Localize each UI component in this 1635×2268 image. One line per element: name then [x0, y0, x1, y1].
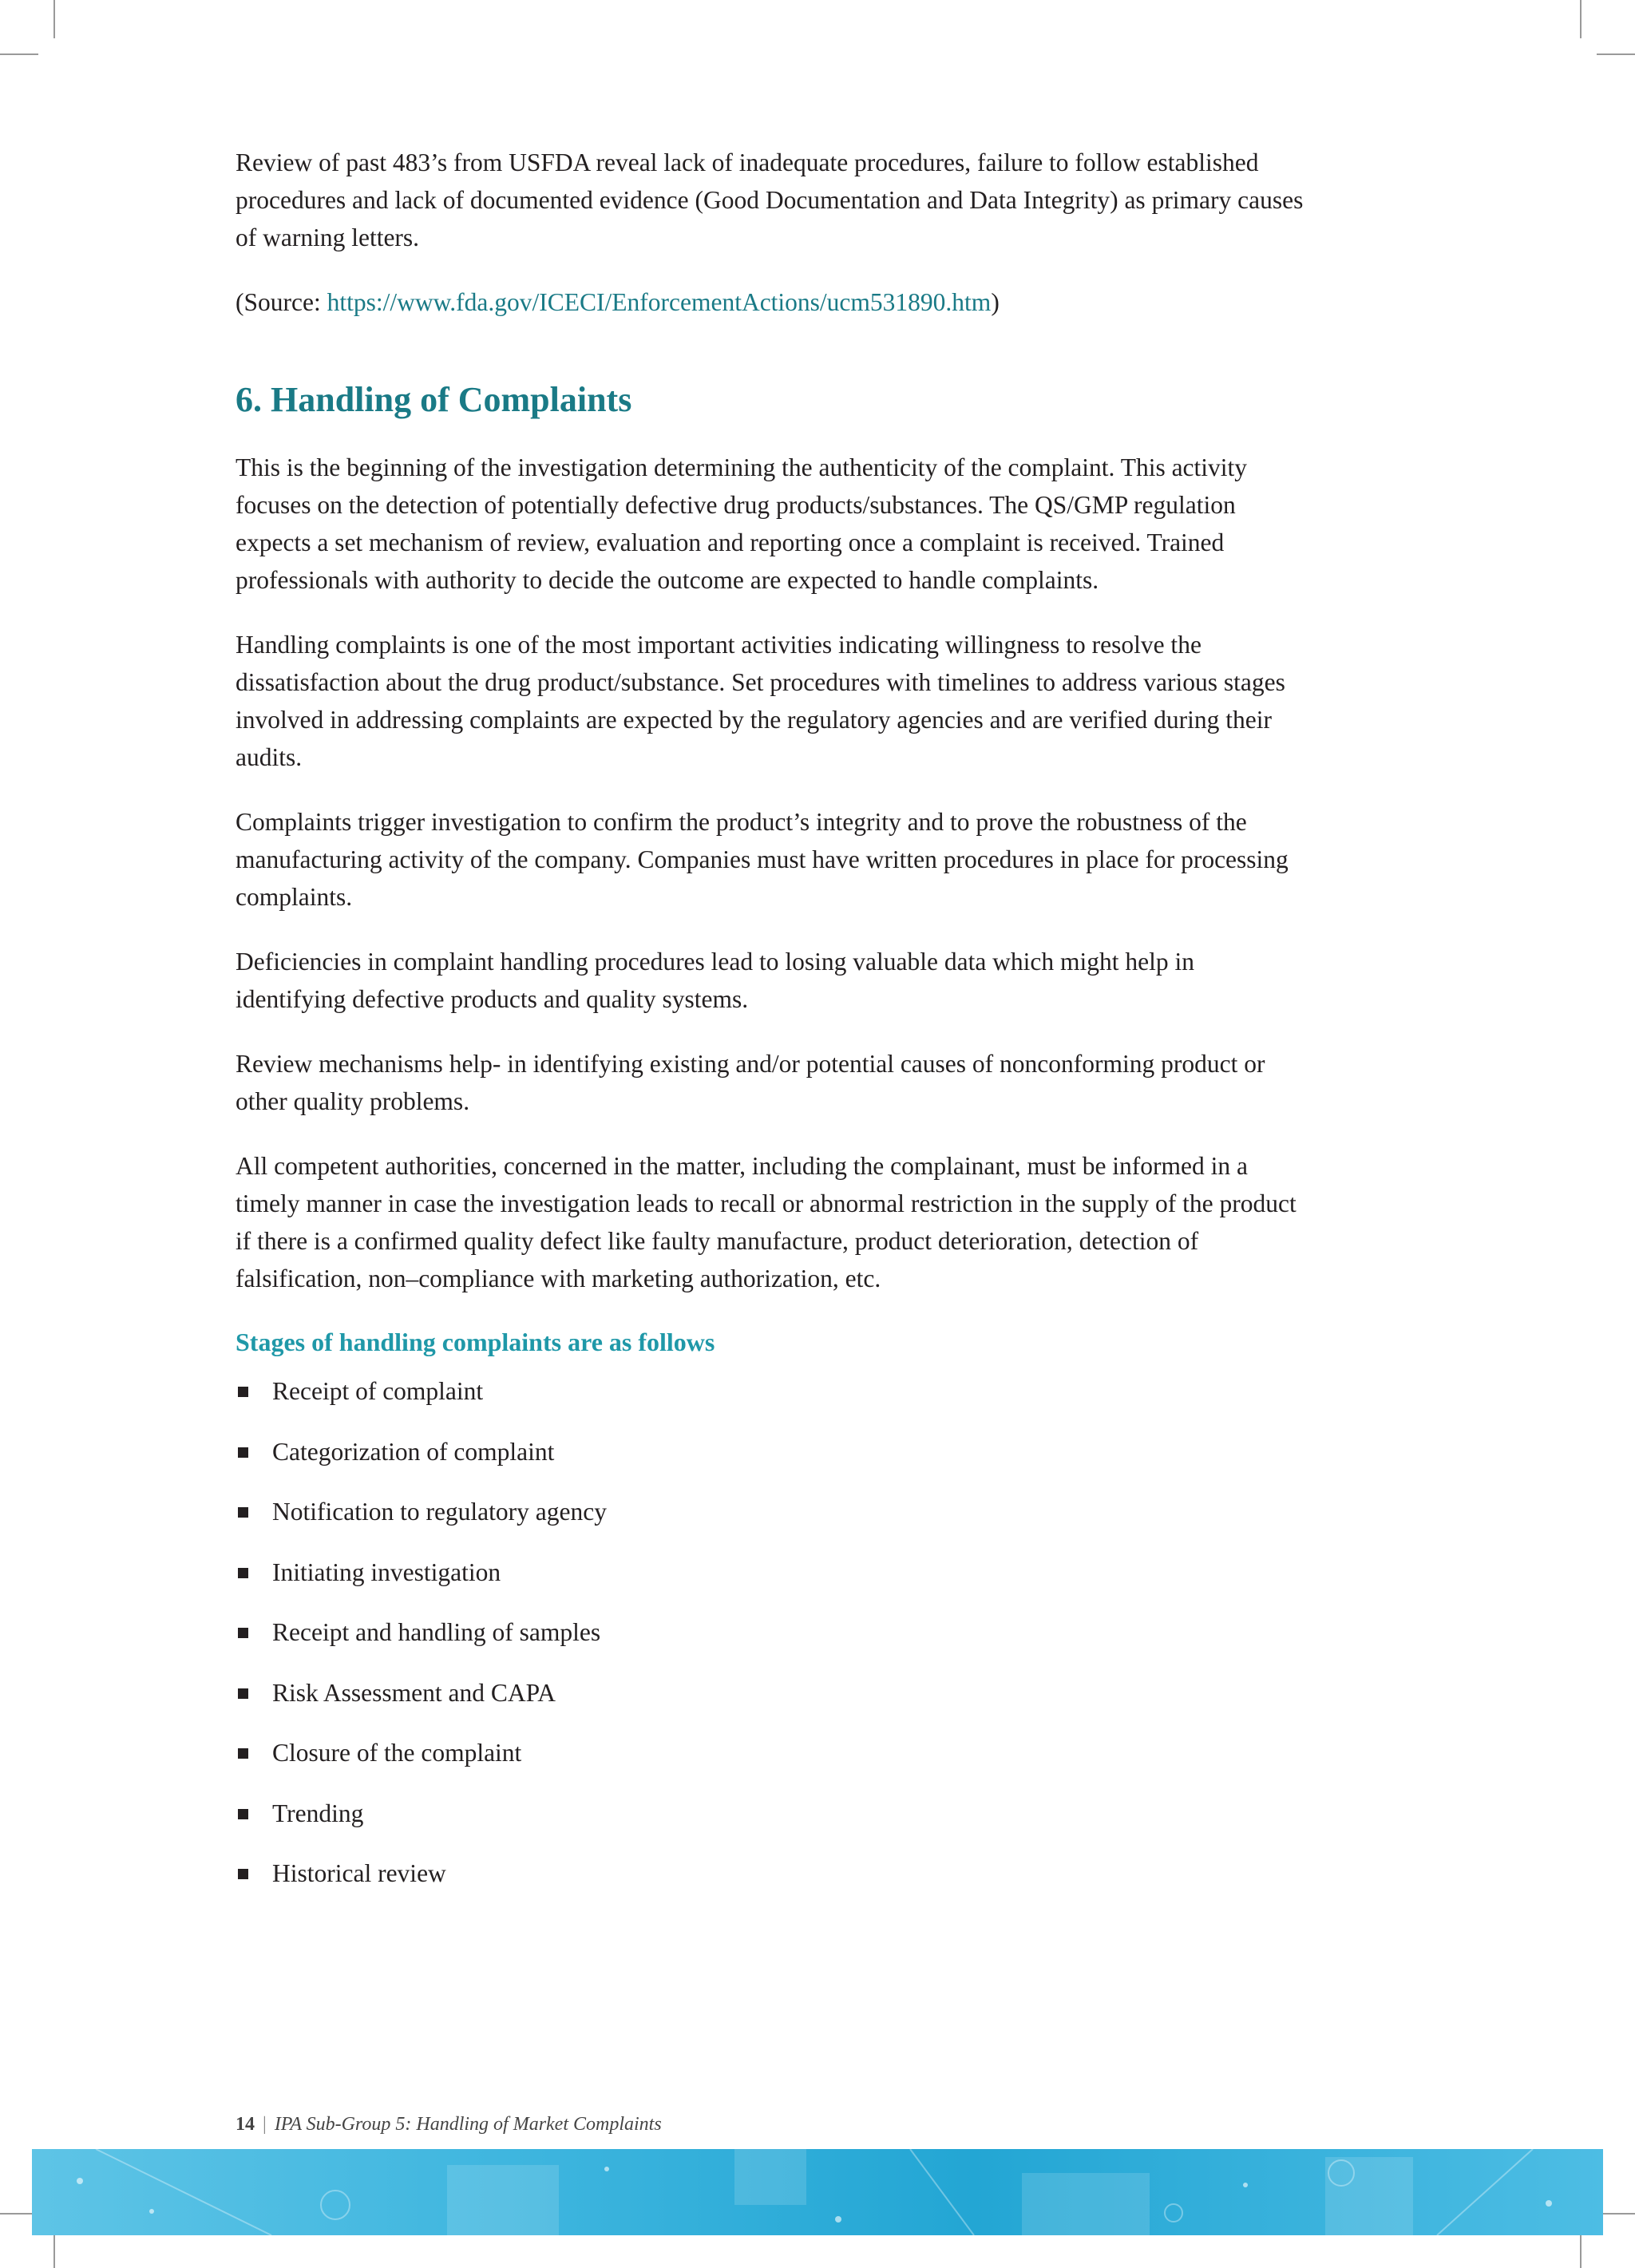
crop-mark — [0, 53, 38, 55]
source-suffix: ) — [991, 288, 1000, 316]
crop-mark — [1580, 2230, 1582, 2268]
list-item-text: Closure of the complaint — [272, 1739, 522, 1767]
source-prefix: (Source: — [236, 288, 327, 316]
square-bullet-icon — [238, 1688, 248, 1699]
square-bullet-icon — [238, 1568, 248, 1578]
list-item-text: Trending — [272, 1799, 364, 1827]
section-heading: 6. Handling of Complaints — [236, 380, 632, 419]
list-item — [236, 1676, 1305, 1711]
section-paragraph: Review mechanisms help- in identifying existing and/or potential causes of nonconforming product or other quality problems. — [236, 1050, 1265, 1115]
section-paragraph: Deficiencies in complaint handling procedures lead to losing valuable data which might help in identifying defective products and quality systems. — [236, 948, 1195, 1013]
list-item — [236, 1555, 1305, 1590]
square-bullet-icon — [238, 1447, 248, 1458]
page-footer — [236, 2114, 662, 2135]
page-number: 14 — [236, 2114, 255, 2135]
square-bullet-icon — [238, 1869, 248, 1879]
intro-paragraph: Review of past 483’s from USFDA reveal lack of inadequate procedures, failure to follow established procedures and lack of documented evidence (Good Documentation and Data Integrity) as primary causes of warning letters. — [236, 148, 1304, 251]
list-item-text: Historical review — [272, 1859, 446, 1887]
square-bullet-icon — [238, 1507, 248, 1518]
crop-mark — [1597, 53, 1635, 55]
section-paragraph: This is the beginning of the investigation determining the authenticity of the complaint. This activity focuses on the detection of potentially defective drug products/substances. The QS/GMP regulation expects a set mechanism of review, evaluation and reporting once a complaint is received. Trained professionals with authority to decide the outcome are expected to handle complaints. — [236, 453, 1248, 594]
square-bullet-icon — [238, 1628, 248, 1638]
list-item — [236, 1435, 1305, 1470]
square-bullet-icon — [238, 1809, 248, 1819]
page-content — [236, 144, 1305, 1917]
list-item-text: Risk Assessment and CAPA — [272, 1678, 556, 1707]
list-item — [236, 1856, 1305, 1891]
list-item — [236, 1615, 1305, 1650]
footer-document-title: IPA Sub-Group 5: Handling of Market Complaints — [274, 2114, 662, 2135]
square-bullet-icon — [238, 1387, 248, 1397]
list-item — [236, 1374, 1305, 1409]
list-item — [236, 1736, 1305, 1771]
footer-banner — [32, 2149, 1603, 2235]
list-item-text: Receipt and handling of samples — [272, 1618, 601, 1646]
list-item — [236, 1494, 1305, 1530]
footer-separator: | — [263, 2114, 267, 2135]
crop-mark — [1580, 0, 1582, 38]
crop-mark — [53, 2230, 55, 2268]
section-paragraph: All competent authorities, concerned in the matter, including the complainant, must be informed in a timely manner in case the investigation leads to recall or abnormal restriction in the supply of the product if there is a confirmed quality defect like faulty manufacture, product deterioration, detection of falsification, non–compliance with marketing authorization, etc. — [236, 1152, 1297, 1292]
list-item-text: Receipt of complaint — [272, 1377, 484, 1405]
source-link[interactable]: https://www.fda.gov/ICECI/EnforcementActions/ucm531890.htm — [327, 288, 992, 316]
stages-list — [236, 1374, 1305, 1891]
section-paragraph: Handling complaints is one of the most important activities indicating willingness to resolve the dissatisfaction about the drug product/substance. Set procedures with timelines to address various stages involved in addressing complaints are expected by the regulatory agencies and are verified during their audits. — [236, 631, 1285, 771]
list-item-text: Categorization of complaint — [272, 1437, 555, 1466]
source-line — [236, 283, 1305, 321]
crop-mark — [53, 0, 55, 38]
list-item-text: Initiating investigation — [272, 1558, 501, 1586]
square-bullet-icon — [238, 1748, 248, 1759]
list-item — [236, 1796, 1305, 1831]
section-paragraph: Complaints trigger investigation to confirm the product’s integrity and to prove the robustness of the manufacturing activity of the company. Companies must have written procedures in place for processing complaints. — [236, 808, 1289, 911]
stages-subheading: Stages of handling complaints are as follows — [236, 1328, 715, 1356]
list-item-text: Notification to regulatory agency — [272, 1498, 607, 1526]
